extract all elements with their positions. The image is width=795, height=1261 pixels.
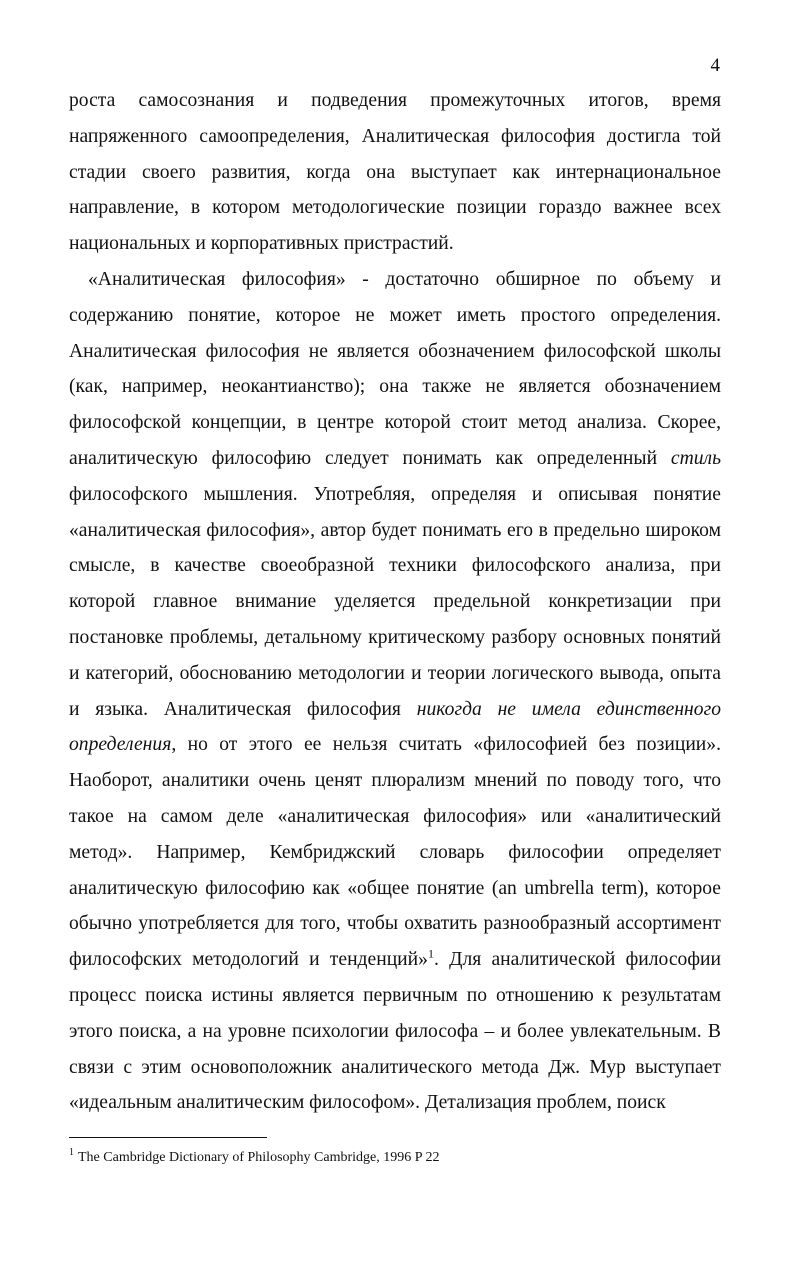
- paragraph-2-text-3: , но от этого ее нельзя считать «философией без позиции». Наоборот, аналитики очень ценят плюрализм мнений по поводу того, что такое на самом деле «аналитическая философия» или «аналитический метод». Например, Кембриджский словарь философии определяет аналитическую философию как «общее понятие (an umbrella term), которое обычно употребляется для того, чтобы охватить разнообразный ассортимент философских методологий и тенденций»: [69, 734, 721, 971]
- italic-phrase-definition: никогда не имела единственного определения: [69, 698, 722, 756]
- footnote-marker: 1: [69, 1147, 74, 1159]
- paragraph-2-text-2: философского мышления. Употребляя, определяя и описывая понятие «аналитическая философия», автор будет понимать его в предельно широком смысле, в качестве своеобразной техники философского анализа, при которой главное внимание уделяется предельной конкретизации при постановке проблемы, детальному критическому разбору основных понятий и категорий, обоснованию методологии и теории логического вывода, опыта и языка. Аналитическая философия: [69, 483, 721, 720]
- footnote-text: The Cambridge Dictionary of Philosophy Cambridge, 1996 P 22: [78, 1150, 440, 1165]
- page-number: 4: [710, 55, 720, 76]
- paragraph-2-text-4: . Для аналитической философии процесс поиска истины является первичным по отношению к результатам этого поиска, а на уровне психологии философа – и более увлекательным. В связи с этим основоположник аналитического метода Дж. Мур выступает «идеальным аналитическим философом». Детализация проблем, поиск: [69, 949, 721, 1114]
- body-text: [69, 83, 721, 1121]
- footnote-reference[interactable]: 1: [427, 946, 434, 961]
- paragraph-1: роста самосознания и подведения промежуточных итогов, время напряженного самоопределения, Аналитическая философия достигла той стадии своего развития, когда она выступает как интернациональное направление, в котором методологические позиции гораздо важнее всех национальных и корпоративных пристрастий.: [69, 90, 721, 255]
- paragraph-2: [69, 262, 721, 1121]
- footnote: [69, 1149, 721, 1167]
- footnote-divider: [69, 1137, 267, 1138]
- paragraph-2-text-1: «Аналитическая философия» - достаточно обширное по объему и содержанию понятие, которое не может иметь простого определения. Аналитическая философия не является обозначением философской школы (как, например, неокантианство); она также не является обозначением философской концепции, в центре которой стоит метод анализа. Скорее, аналитическую философию следует понимать как определенный: [69, 268, 721, 469]
- italic-term-style: стиль: [670, 447, 721, 469]
